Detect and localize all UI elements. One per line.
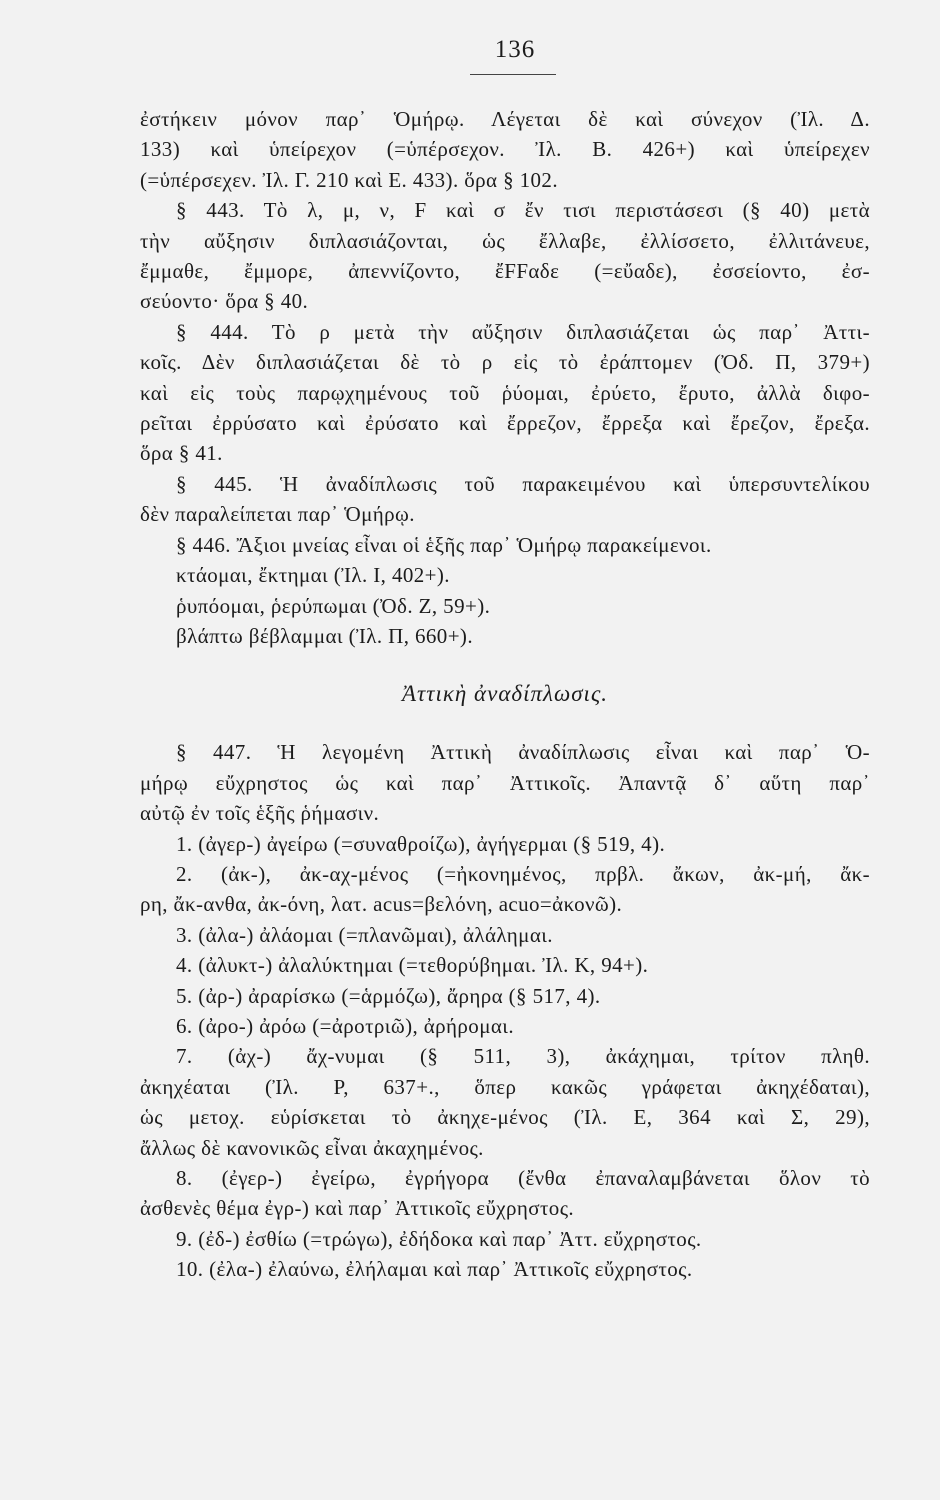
text-line: § 445. Ἡ ἀναδίπλωσις τοῦ παρακειμένου καὶ ὑπερσυντελίκου bbox=[176, 471, 870, 496]
text-line: ρη, ἄκ-ανθα, ἀκ-όνη, λατ. acus=βελόνη, acuo=ἀκονῶ). bbox=[140, 892, 623, 917]
text-line: 10. (ἐλα-) ἐλαύνω, ἐλήλαμαι καὶ παρ᾽ Ἀττικοῖς εὔχρηστος. bbox=[176, 1257, 693, 1282]
text-block-before-heading bbox=[140, 104, 870, 651]
text-line: ρεῖται ἐρρύσατο καὶ ἐρύσατο καὶ ἔρρεζον, ἔρρεξα καὶ ἔρεζον, ἔρεξα. bbox=[140, 411, 870, 436]
text-line: 3. (ἀλα-) ἀλάομαι (=πλανῶμαι), ἀλάλημαι. bbox=[176, 922, 553, 947]
text-line: 133) καὶ ὑπείρεχον (=ὑπέρσεχον. Ἰλ. Β. 426+) καὶ ὑπείρεχεν bbox=[140, 137, 870, 162]
text-line: κτάομαι, ἔκτημαι (Ἰλ. Ι, 402+). bbox=[176, 563, 450, 588]
text-line: ἐστήκειν μόνον παρ᾽ Ὁμήρῳ. Λέγεται δὲ καὶ σύνεχον (Ἰλ. Δ. bbox=[140, 107, 870, 131]
text-line: 4. (ἀλυκτ-) ἀλαλύκτημαι (=τεθορύβημαι. Ἰλ. Κ, 94+). bbox=[176, 953, 649, 978]
text-line: ἀκηχέαται (Ἰλ. Ρ, 637+., ὅπερ κακῶς γράφεται ἀκηχέδαται), bbox=[140, 1074, 870, 1099]
text-line: ὅρα § 41. bbox=[140, 441, 223, 466]
text-line: καὶ εἰς τοὺς παρῳχημένους τοῦ ῥύομαι, ἐρύετο, ἔρυτο, ἀλλὰ διφο- bbox=[140, 380, 870, 405]
text-line: § 447. Ἡ λεγομένη Ἀττικὴ ἀναδίπλωσις εἶναι καὶ παρ᾽ Ὁ- bbox=[176, 740, 870, 765]
header-rule bbox=[470, 74, 556, 75]
text-line: § 443. Τὸ λ, μ, ν, F καὶ σ ἔν τισι περιστάσεσι (§ 40) μετὰ bbox=[176, 198, 870, 223]
text-line: § 446. Ἄξιοι μνείας εἶναι οἱ ἑξῆς παρ᾽ Ὁμήρῳ παρακείμενοι. bbox=[176, 532, 712, 557]
text-line: ἄλλως δὲ κανονικῶς εἶναι ἀκαχημένος. bbox=[140, 1135, 484, 1160]
text-line: 7. (ἀχ-) ἄχ-νυμαι (§ 511, 3), ἀκάχημαι, τρίτον πληθ. bbox=[176, 1044, 870, 1069]
text-line: 8. (ἐγερ-) ἐγείρω, ἐγρήγορα (ἔνθα ἐπαναλαμβάνεται ὅλον τὸ bbox=[176, 1166, 870, 1190]
page-number: 136 bbox=[494, 36, 536, 63]
text-line: § 444. Τὸ ρ μετὰ τὴν αὔξησιν διπλασιάζεται ὡς παρ᾽ Ἀττι- bbox=[176, 319, 870, 344]
text-line: σεύοντο· ὅρα § 40. bbox=[140, 289, 309, 314]
text-line: ἔμμαθε, ἔμμορε, ἀπεννίζοντο, ἔFFαδε (=εὔαδε), ἐσσείοντο, ἐσ- bbox=[140, 259, 870, 284]
text-line: 1. (ἀγερ-) ἀγείρω (=συναθροίζω), ἀγήγερμαι (§ 519, 4). bbox=[176, 831, 666, 856]
page-body bbox=[140, 104, 870, 1285]
text-line: 5. (ἀρ-) ἀραρίσκω (=ἁρμόζω), ἄρηρα (§ 517, 4). bbox=[176, 983, 601, 1008]
text-line: ὡς μετοχ. εὑρίσκεται τὸ ἀκηχε-μένος (Ἰλ. Ε, 364 καὶ Σ, 29), bbox=[140, 1105, 870, 1130]
text-line: μήρῳ εὔχρηστος ὡς καὶ παρ᾽ Ἀττικοῖς. Ἀπαντᾷ δ᾽ αὕτη παρ᾽ bbox=[140, 770, 870, 795]
text-line: τὴν αὔξησιν διπλασιάζονται, ὡς ἔλλαβε, ἐλλίσσετο, ἐλλιτάνευε, bbox=[140, 228, 870, 253]
text-line: ἀσθενὲς θέμα ἐγρ-) καὶ παρ᾽ Ἀττικοῖς εὔχρηστος. bbox=[140, 1196, 575, 1221]
section-heading: Ἀττικὴ ἀναδίπλωσις. bbox=[401, 681, 609, 707]
text-line: δὲν παραλείπεται παρ᾽ Ὁμήρῳ. bbox=[140, 502, 415, 527]
text-line: ῥυπόομαι, ῥερύπωμαι (Ὀδ. Ζ, 59+). bbox=[176, 593, 491, 618]
text-line: βλάπτω βέβλαμμαι (Ἰλ. Π, 660+). bbox=[176, 623, 473, 648]
text-line: 6. (ἀρο-) ἀρόω (=ἀροτριῶ), ἀρήρομαι. bbox=[176, 1013, 514, 1038]
text-line: (=ὑπέρσεχεν. Ἰλ. Γ. 210 καὶ Ε. 433). ὅρα § 102. bbox=[140, 167, 558, 192]
text-line: αὐτῷ ἐν τοῖς ἑξῆς ῥήμασιν. bbox=[140, 801, 380, 826]
text-line: κοῖς. Δὲν διπλασιάζεται δὲ τὸ ρ εἰς τὸ ἐράπτομεν (Ὀδ. Π, 379+) bbox=[140, 350, 870, 375]
text-line: 2. (ἀκ-), ἀκ-αχ-μένος (=ἠκονημένος, πρβλ. ἄκων, ἀκ-μή, ἄκ- bbox=[176, 861, 870, 886]
text-block-after-heading bbox=[140, 737, 870, 1284]
text-line: 9. (ἐδ-) ἐσθίω (=τρώγω), ἐδήδοκα καὶ παρ᾽ Ἀττ. εὔχρηστος. bbox=[176, 1226, 702, 1251]
